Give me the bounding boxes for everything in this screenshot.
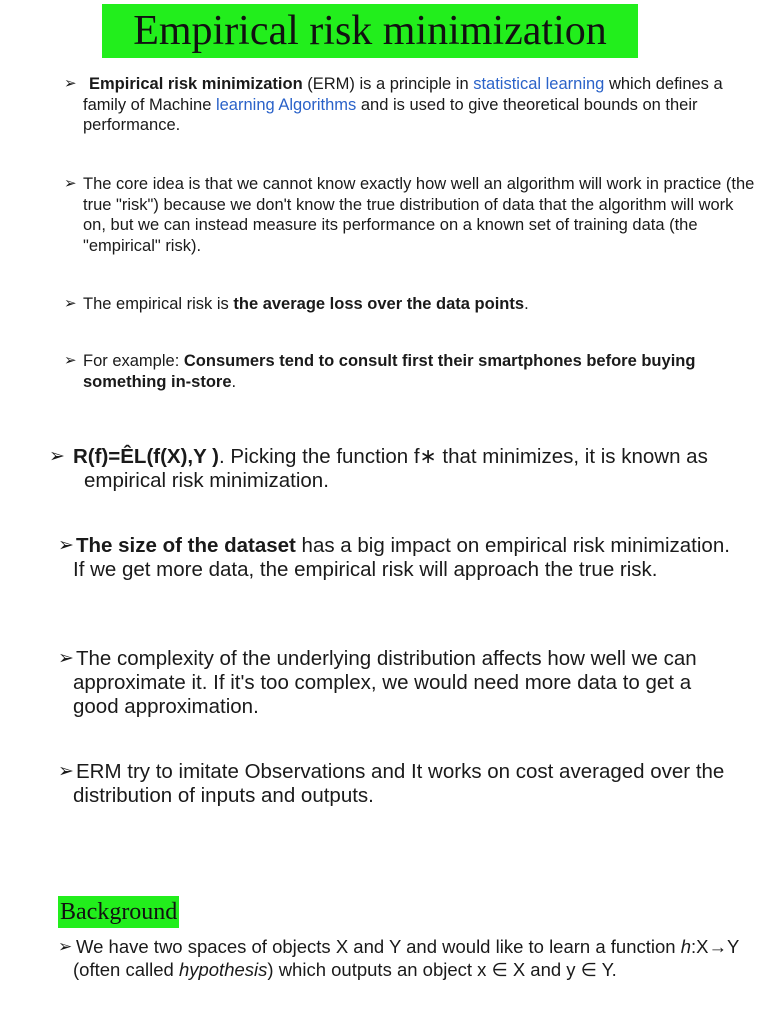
bullet-core-idea: ➢ The core idea is that we cannot know exactly how well an algorithm will work in practice (the true "risk") because we don't know the true distribution of data that the algorithm will work on, but we can instead measure its performance on a known set of training data (the "empirical" risk). xyxy=(64,175,755,255)
arrow-bullet-icon: ➢ xyxy=(64,295,77,312)
arrow-bullet-icon: ➢ xyxy=(49,446,65,467)
bullet-empirical-risk: ➢ The empirical risk is the average loss over the data points. xyxy=(64,295,529,313)
arrow-bullet-icon: ➢ xyxy=(58,535,74,556)
bullet-example: ➢ For example: Consumers tend to consult first their smartphones before buying something in-store. xyxy=(64,352,696,391)
statistical-learning-link[interactable]: statistical learning xyxy=(473,75,605,93)
bullet-risk-formula: ➢ R(f)=ÊL(f(X),Y ). Picking the function f∗ that minimizes, it is known as empirical risk minimization. xyxy=(49,445,708,492)
bullet-complexity: ➢ The complexity of the underlying distribution affects how well we can approximate it. If it's too complex, we would need more data to get a good approximation. xyxy=(58,647,697,718)
arrow-bullet-icon: ➢ xyxy=(58,937,73,956)
bullet-erm-definition: ➢ Empirical risk minimization (ERM) is a principle in statistical learning which defines a family of Machine learning Algorithms and is used to give theoretical bounds on their performance. xyxy=(64,75,723,134)
bullet-erm-imitate: ➢ ERM try to imitate Observations and It works on cost averaged over the distribution of inputs and outputs. xyxy=(58,760,725,807)
background-heading: Background xyxy=(58,896,179,928)
erm-term: Empirical risk minimization xyxy=(89,75,303,93)
page-title: Empirical risk minimization xyxy=(102,4,638,58)
arrow-bullet-icon: ➢ xyxy=(58,648,74,669)
arrow-bullet-icon: ➢ xyxy=(64,75,77,92)
bullet-background: ➢ We have two spaces of objects X and Y and would like to learn a function h:X→Y (often called hypothesis) which outputs an object x ∈ X and y ∈ Y. xyxy=(58,936,739,980)
learning-algorithms-link[interactable]: learning Algorithms xyxy=(215,95,357,114)
arrow-bullet-icon: ➢ xyxy=(64,175,77,192)
arrow-bullet-icon: ➢ xyxy=(58,761,74,782)
bullet-dataset-size: ➢ The size of the dataset has a big impact on empirical risk minimization. If we get more data, the empirical risk will approach the true risk. xyxy=(58,534,730,581)
risk-formula: R(f)=ÊL(f(X),Y ) xyxy=(73,445,219,468)
arrow-bullet-icon: ➢ xyxy=(64,352,77,369)
